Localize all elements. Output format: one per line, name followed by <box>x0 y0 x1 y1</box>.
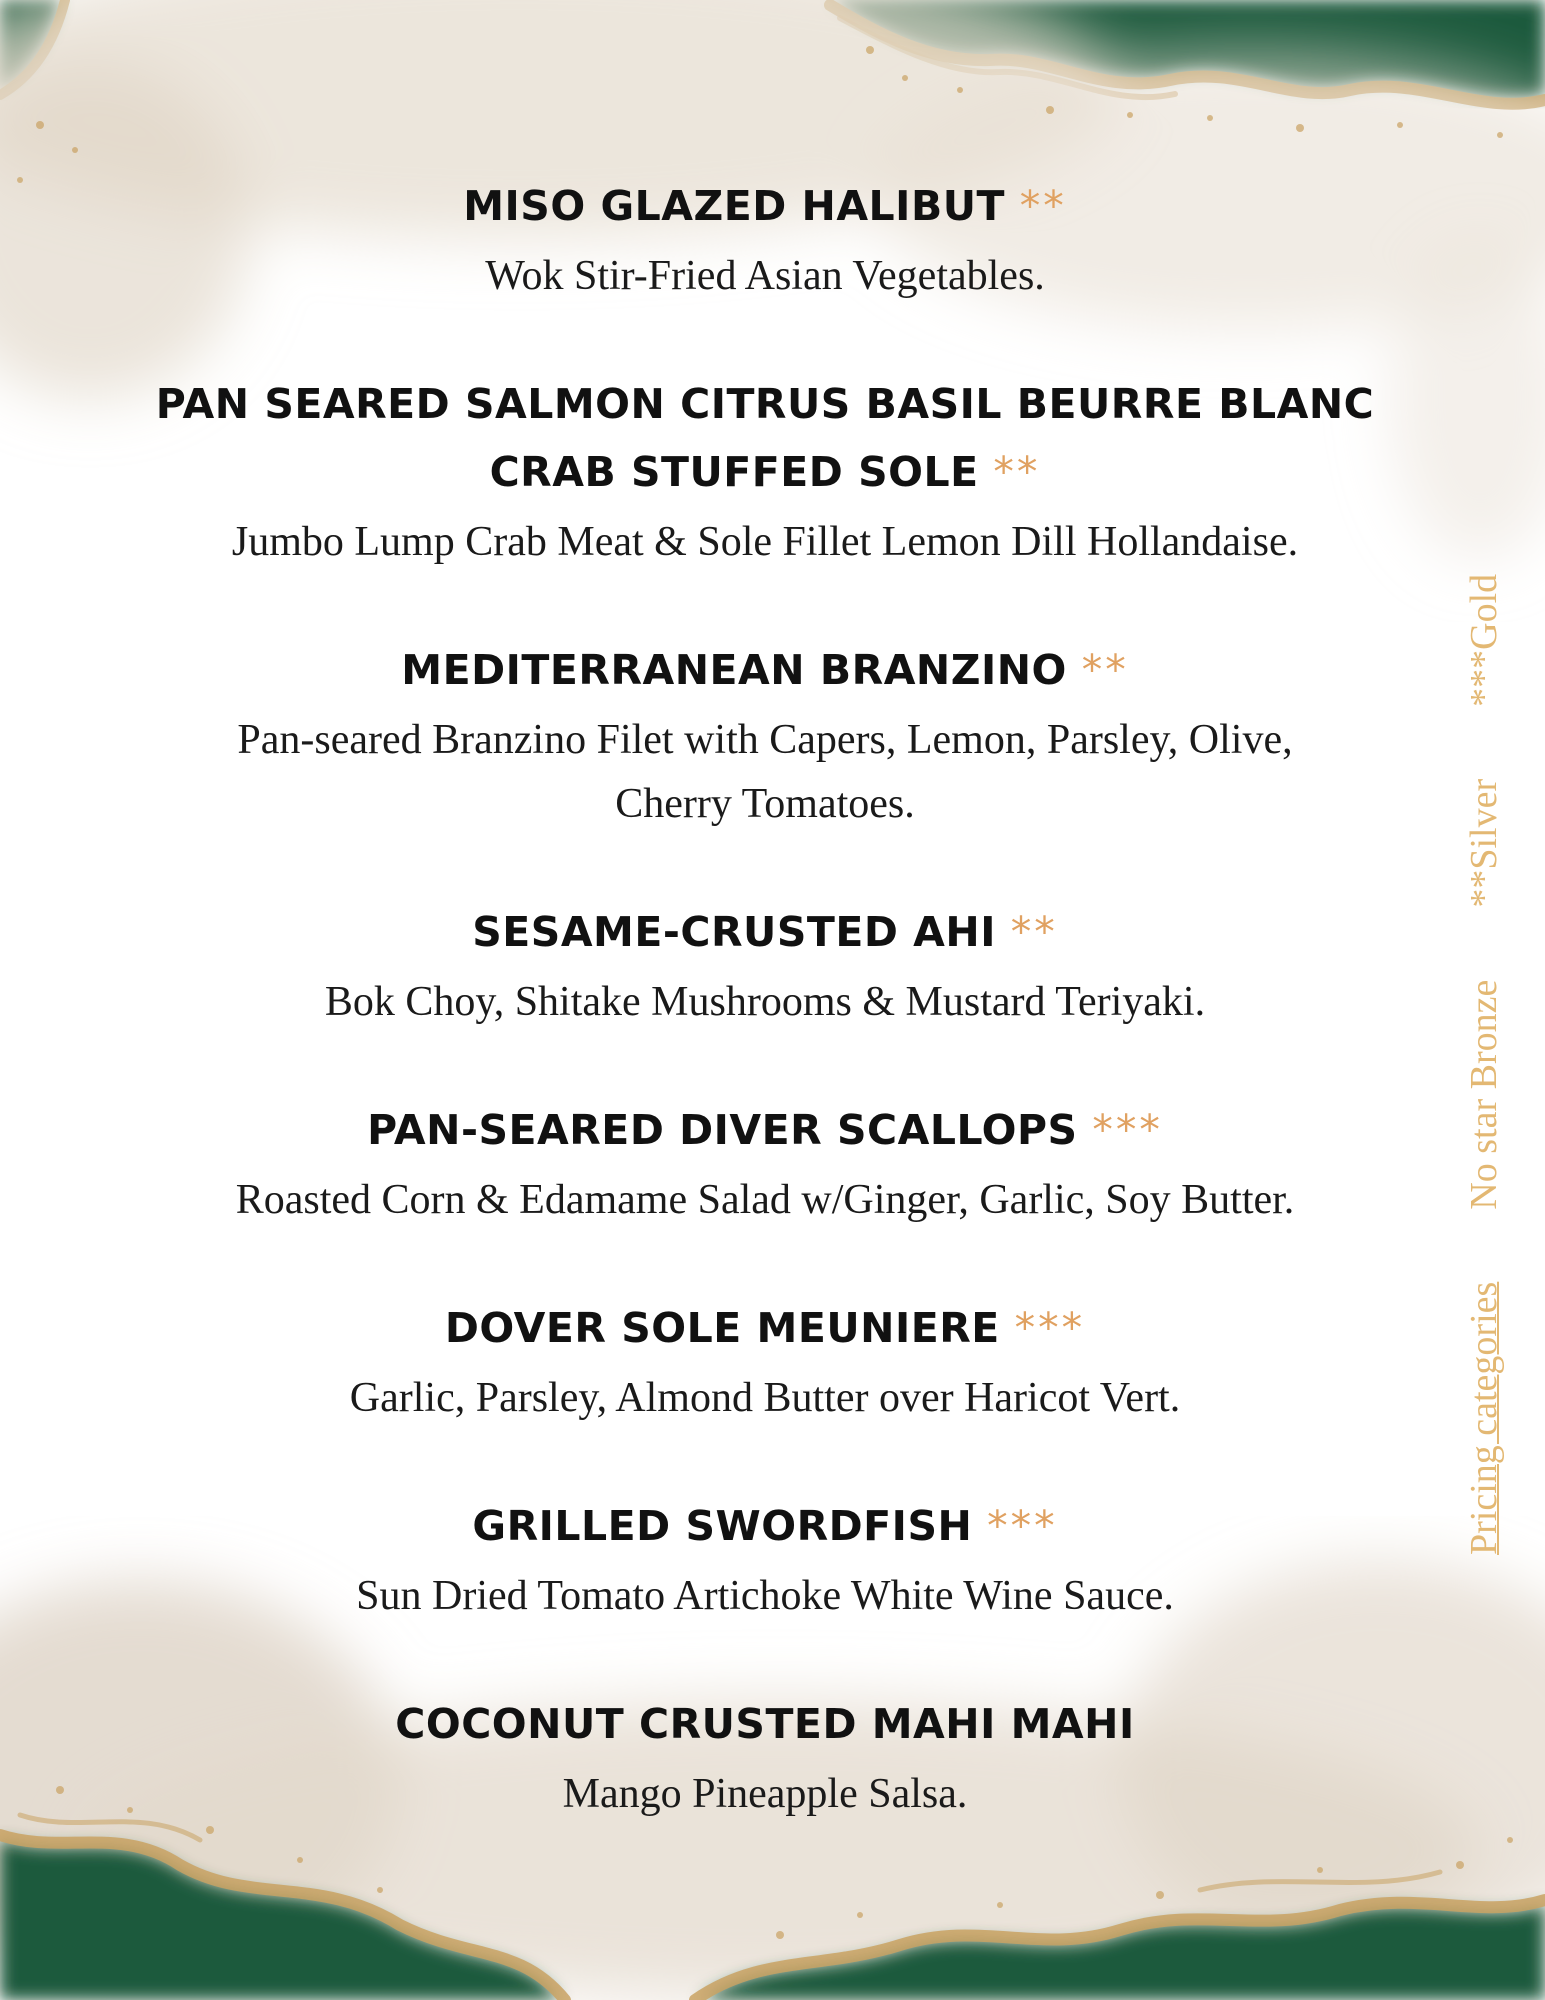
dish-description: Bok Choy, Shitake Mushrooms & Mustard Teriyaki. <box>324 979 1206 1025</box>
menu-item <box>150 1492 1380 1628</box>
dish-name: COCONUT CRUSTED MAHI MAHI <box>395 1700 1135 1748</box>
menu-item <box>150 1690 1380 1826</box>
menu-item <box>150 1096 1380 1232</box>
dish-name: MISO GLAZED HALIBUT <box>463 182 1005 230</box>
menu-item <box>150 172 1380 308</box>
dish-name: SESAME-CRUSTED AHI <box>472 908 996 956</box>
dish-name: MEDITERRANEAN BRANZINO <box>401 646 1067 694</box>
dish-name: PAN SEARED SALMON CITRUS BASIL BEURRE BLANC <box>155 380 1375 428</box>
menu-item <box>150 370 1380 574</box>
dish-name: PAN-SEARED DIVER SCALLOPS <box>367 1106 1078 1154</box>
menu-item <box>150 898 1380 1034</box>
price-stars: *** <box>1092 1106 1163 1154</box>
dish-description: Garlic, Parsley, Almond Butter over Haricot Vert. <box>349 1375 1181 1421</box>
dish-title <box>150 1096 1380 1164</box>
dish-title <box>150 370 1380 438</box>
legend-bronze: No star Bronze <box>1463 979 1505 1210</box>
dish-title <box>150 1690 1380 1758</box>
dish-name: DOVER SOLE MEUNIERE <box>444 1304 1000 1352</box>
seafood-menu <box>150 172 1380 1826</box>
price-stars: *** <box>987 1502 1058 1550</box>
pricing-legend <box>1454 455 1514 1555</box>
price-stars: ** <box>1019 182 1067 230</box>
legend-gold: ***Gold <box>1463 573 1505 707</box>
pricing-categories-heading: Pricing categories <box>1463 1281 1505 1555</box>
dish-description: Jumbo Lump Crab Meat & Sole Fillet Lemon Dill Hollandaise. <box>231 519 1299 565</box>
price-stars: *** <box>1014 1304 1086 1352</box>
dish-description: Sun Dried Tomato Artichoke White Wine Sauce. <box>356 1573 1174 1619</box>
dish-title <box>150 172 1380 240</box>
menu-item <box>150 1294 1380 1430</box>
dish-title <box>150 1492 1380 1560</box>
price-stars: ** <box>993 448 1041 496</box>
dish-title <box>150 1294 1380 1362</box>
dish-description-line-2: Cherry Tomatoes. <box>615 781 915 827</box>
dish-name-2: CRAB STUFFED SOLE <box>489 448 979 496</box>
price-stars: ** <box>1010 908 1058 956</box>
legend-silver: **Silver <box>1463 778 1505 908</box>
dish-description <box>150 708 1380 836</box>
dish-title <box>150 636 1380 704</box>
dish-description: Mango Pineapple Salsa. <box>562 1771 968 1817</box>
dish-description: Roasted Corn & Edamame Salad w/Ginger, Garlic, Soy Butter. <box>235 1177 1295 1223</box>
menu-item <box>150 636 1380 836</box>
dish-description: Wok Stir-Fried Asian Vegetables. <box>485 253 1045 299</box>
price-stars: ** <box>1081 646 1129 694</box>
dish-title <box>150 898 1380 966</box>
dish-title-line-2 <box>150 438 1380 506</box>
dish-description-line-1: Pan-seared Branzino Filet with Capers, Lemon, Parsley, Olive, <box>237 717 1293 763</box>
dish-name: GRILLED SWORDFISH <box>472 1502 973 1550</box>
